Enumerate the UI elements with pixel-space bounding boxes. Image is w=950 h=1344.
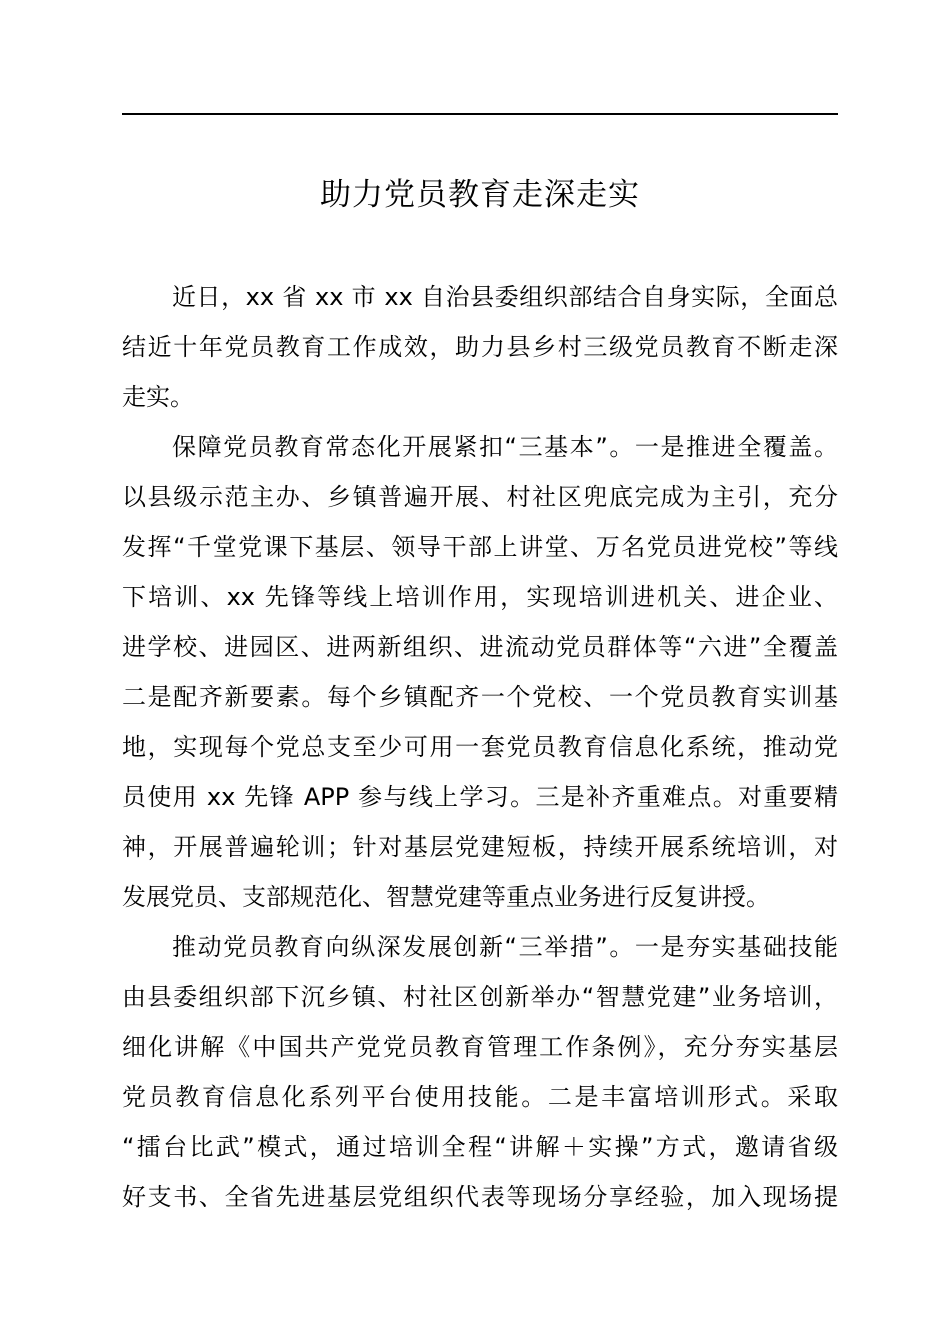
text-line: 下培训、xx 先锋等线上培训作用，实现培训进机关、进企业、: [122, 583, 838, 611]
text-line: 进学校、进园区、进两新组织、进流动党员群体等“六进”全覆盖: [122, 633, 838, 661]
text-line: 好支书、全省先进基层党组织代表等现场分享经验，加入现场提: [122, 1183, 838, 1211]
text-line: 近日，xx 省 xx 市 xx 自治县委组织部结合自身实际，全面总: [172, 283, 838, 311]
text-line: 走实。: [122, 383, 194, 411]
paragraph-2: [122, 422, 838, 922]
text-line: 党员教育信息化系列平台使用技能。二是丰富培训形式。采取: [122, 1083, 838, 1111]
text-line: 推动党员教育向纵深发展创新“三举措”。一是夯实基础技能: [172, 933, 838, 961]
header-rule: [122, 113, 838, 115]
text-line: 发挥“千堂党课下基层、领导干部上讲堂、万名党员进党校”等线: [122, 533, 838, 561]
text-line: 神，开展普遍轮训；针对基层党建短板，持续开展系统培训，对: [122, 833, 838, 861]
text-line: 细化讲解《中国共产党党员教育管理工作条例》，充分夯实基层: [122, 1033, 838, 1061]
paragraph-3: [122, 922, 838, 1222]
text-line: “擂台比武”模式，通过培训全程“讲解＋实操”方式，邀请省级: [122, 1133, 838, 1161]
text-line: 地，实现每个党总支至少可用一套党员教育信息化系统，推动党: [122, 733, 838, 761]
text-line: 以县级示范主办、乡镇普遍开展、村社区兜底完成为主引，充分: [122, 483, 838, 511]
article-title: 助力党员教育走深走实: [320, 177, 640, 213]
article-body: [122, 272, 838, 1222]
text-line: 结近十年党员教育工作成效，助力县乡村三级党员教育不断走深: [122, 333, 838, 361]
text-line: 员使用 xx 先锋 APP 参与线上学习。三是补齐重难点。对重要精: [122, 783, 838, 811]
text-line: 二是配齐新要素。每个乡镇配齐一个党校、一个党员教育实训基: [122, 683, 838, 711]
text-line: 由县委组织部下沉乡镇、村社区创新举办“智慧党建”业务培训，: [122, 983, 838, 1011]
paragraph-1: [122, 272, 838, 422]
text-line: 保障党员教育常态化开展紧扣“三基本”。一是推进全覆盖。: [172, 433, 838, 461]
text-line: 发展党员、支部规范化、智慧党建等重点业务进行反复讲授。: [122, 883, 770, 911]
